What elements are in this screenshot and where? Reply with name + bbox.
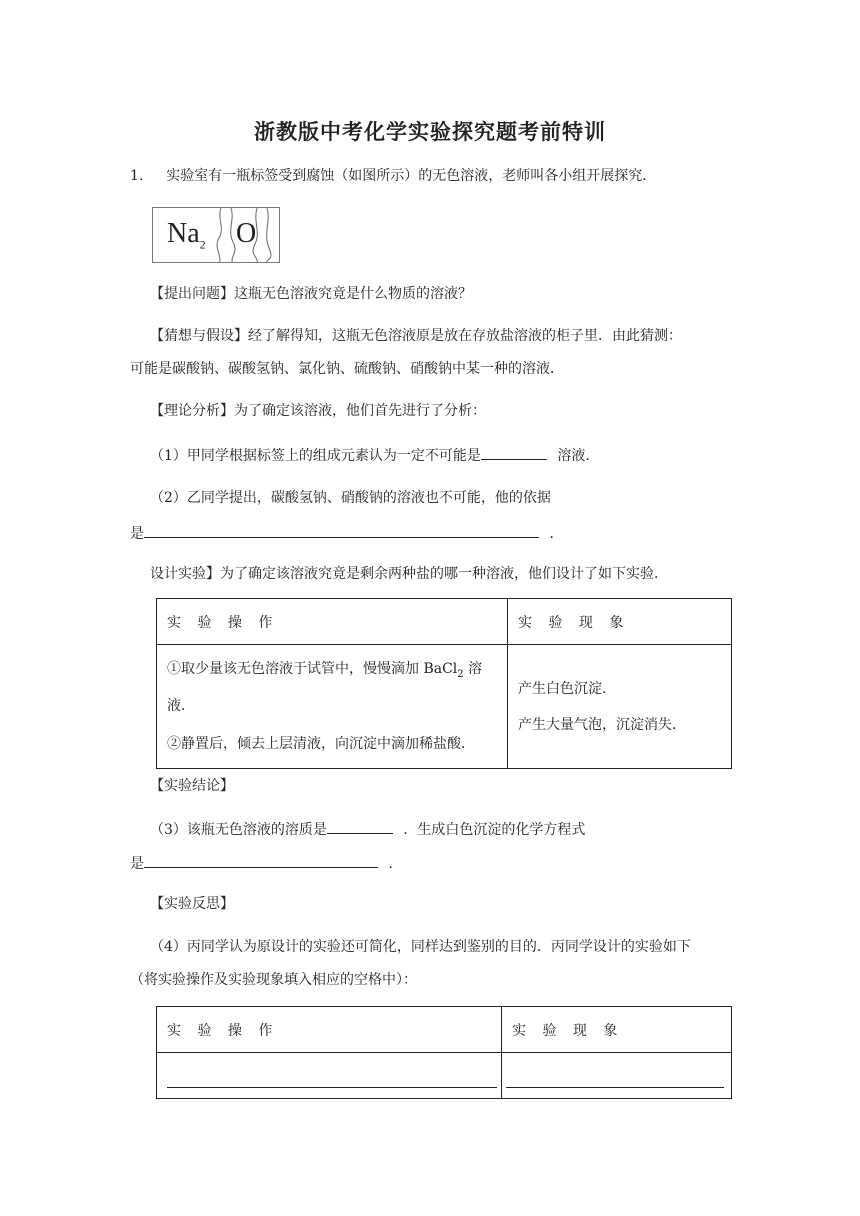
theory-line: 【理论分析】为了确定该溶液，他们首先进行了分析： xyxy=(150,403,486,419)
part-2-line-2 xyxy=(130,522,563,544)
operation-step-2: ②静置后，倾去上层清液，向沉淀中滴加稀盐酸． xyxy=(167,736,475,753)
part-1-line xyxy=(150,444,599,466)
experiment-table-2 xyxy=(156,1006,732,1099)
table1-header-phenomenon: 实 验 现 象 xyxy=(508,599,732,645)
part-2-prefix: 是 xyxy=(130,526,144,542)
part-2-line-1: （2）乙同学提出，碳酸氢钠、硝酸钠的溶液也不可能，他的依据 xyxy=(150,490,551,506)
part-4-line-1: （4）丙同学认为原设计的实验还可简化，同样达到鉴别的目的．丙同学设计的实验如下 xyxy=(150,939,691,955)
answer-blank-2[interactable] xyxy=(144,522,539,538)
reflection-heading: 【实验反思】 xyxy=(150,896,234,912)
part-2-suffix: ． xyxy=(549,526,564,542)
table1-phenomenon-cell xyxy=(508,645,732,769)
question-number: 1. xyxy=(130,168,144,184)
table1-header-operation: 实 验 操 作 xyxy=(157,599,508,645)
table1-operation-cell xyxy=(157,645,508,769)
operation-step-1a: ①取少量该无色溶液于试管中，慢慢滴加 BaCl$_2$ 溶 xyxy=(167,660,483,680)
question-intro-text: 实验室有一瓶标签受到腐蚀（如图所示）的无色溶液，老师叫各小组开展探究． xyxy=(166,168,657,184)
table2-phenomenon-answer-cell[interactable] xyxy=(502,1053,732,1099)
answer-blank-5[interactable] xyxy=(167,1072,497,1088)
part-1-text: （1）甲同学根据标签上的组成元素认为一定不可能是 xyxy=(150,448,481,464)
raise-question-line: 【提出问题】这瓶无色溶液究竟是什么物质的溶液？ xyxy=(150,286,472,302)
page-title: 浙教版中考化学实验探究题考前特训 xyxy=(254,119,606,144)
answer-blank-4[interactable] xyxy=(144,852,378,868)
answer-blank-3[interactable] xyxy=(327,818,393,834)
answer-blank-1[interactable] xyxy=(481,444,547,460)
part-3-text: （3）该瓶无色溶液的溶质是 xyxy=(150,822,327,838)
table2-header-phenomenon: 实 验 现 象 xyxy=(502,1007,732,1053)
corroded-label-image xyxy=(152,207,280,263)
corrosion-marks xyxy=(153,208,280,263)
operation-step-1b: 液． xyxy=(167,698,195,715)
experiment-table-1 xyxy=(156,598,732,769)
hypothesis-line-1: 【猜想与假设】经了解得知，这瓶无色溶液原是放在存放盐溶液的柜子里．由此猜测： xyxy=(150,328,682,344)
question-1-intro xyxy=(130,166,656,186)
part-4-line-2: （将实验操作及实验现象填入相应的空格中）： xyxy=(130,972,417,988)
part-3-line-1 xyxy=(150,818,585,840)
design-line: 设计实验】为了确定该溶液究竟是剩余两种盐的哪一种溶液，他们设计了如下实验． xyxy=(150,566,668,582)
part-3-line-2 xyxy=(130,852,402,874)
label-o-text: O xyxy=(236,218,257,249)
label-na-text: $Na_2$ xyxy=(167,218,206,252)
table2-operation-answer-cell[interactable] xyxy=(157,1053,502,1099)
phenomenon-1: 产生白色沉淀． xyxy=(518,680,616,697)
part-1-suffix: 溶液． xyxy=(557,448,600,464)
table2-header-operation: 实 验 操 作 xyxy=(157,1007,502,1053)
conclusion-heading: 【实验结论】 xyxy=(150,778,234,794)
part-3-prefix: 是 xyxy=(130,856,144,872)
part-3-mid-text: ．生成白色沉淀的化学方程式 xyxy=(403,822,586,838)
phenomenon-2: 产生大量气泡，沉淀消失． xyxy=(518,716,686,733)
answer-blank-6[interactable] xyxy=(506,1072,724,1088)
hypothesis-line-2: 可能是碳酸钠、碳酸氢钠、氯化钠、硫酸钠、硝酸钠中某一种的溶液． xyxy=(130,361,564,377)
part-3-suffix: ． xyxy=(388,856,403,872)
